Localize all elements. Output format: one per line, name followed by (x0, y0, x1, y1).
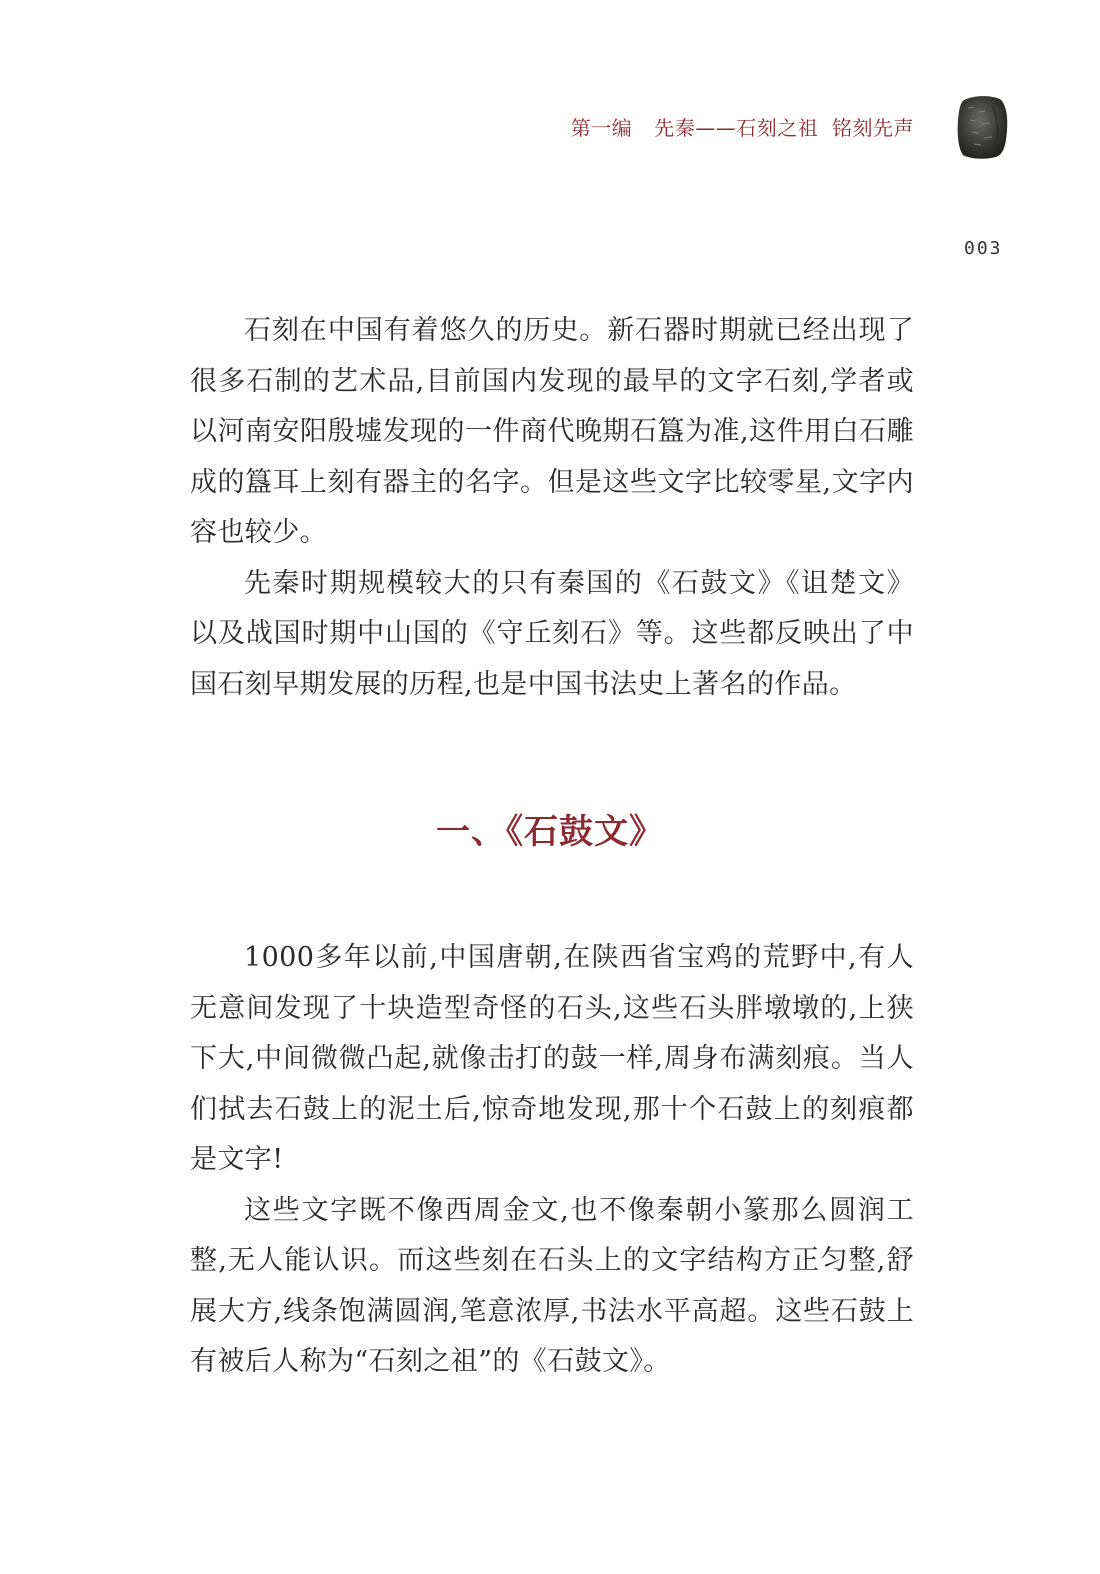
section-paragraph-2: 这些文字既不像西周金文,也不像秦朝小篆那么圆润工整,无人能认识。而这些刻在石头上的文字结构方正匀整,舒展大方,线条饱满圆润,笔意浓厚,书法水平高超。这些石鼓上有被后人称为“石刻之祖”的《石鼓文》。 (190, 1194, 914, 1377)
section-paragraph-1: 1000多年以前,中国唐朝,在陕西省宝鸡的荒野中,有人无意间发现了十块造型奇怪的石头,这些石头胖墩墩的,上狭下大,中间微微凸起,就像击打的鼓一样,周身布满刻痕。当人们拭去石鼓上的泥土后,惊奇地发现,那十个石鼓上的刻痕都是文字! (190, 942, 914, 1175)
section-heading: 一、《石鼓文》 (436, 812, 664, 852)
section-text-block (190, 933, 914, 1388)
intro-paragraph-2: 先秦时期规模较大的只有秦国的《石鼓文》《诅楚文》以及战国时期中山国的《守丘刻石》等。这些都反映出了中国石刻早期发展的历程,也是中国书法史上著名的作品。 (190, 567, 914, 700)
running-head-part: 第一编 (570, 116, 633, 140)
running-head (571, 112, 914, 141)
intro-paragraph-1: 石刻在中国有着悠久的历史。新石器时期就已经出现了很多石制的艺术品,目前国内发现的最早的文字石刻,学者或以河南安阳殷墟发现的一件商代晚期石簋为准,这件用白石雕成的簋耳上刻有器主的名字。但是这些文字比较零星,文字内容也较少。 (190, 315, 914, 548)
page-number: 003 (964, 238, 1003, 259)
stone-drum-thumbnail-icon (954, 94, 1010, 160)
running-head-title: 先秦——石刻之祖 铭刻先声 (654, 116, 914, 140)
intro-text-block (190, 306, 914, 710)
